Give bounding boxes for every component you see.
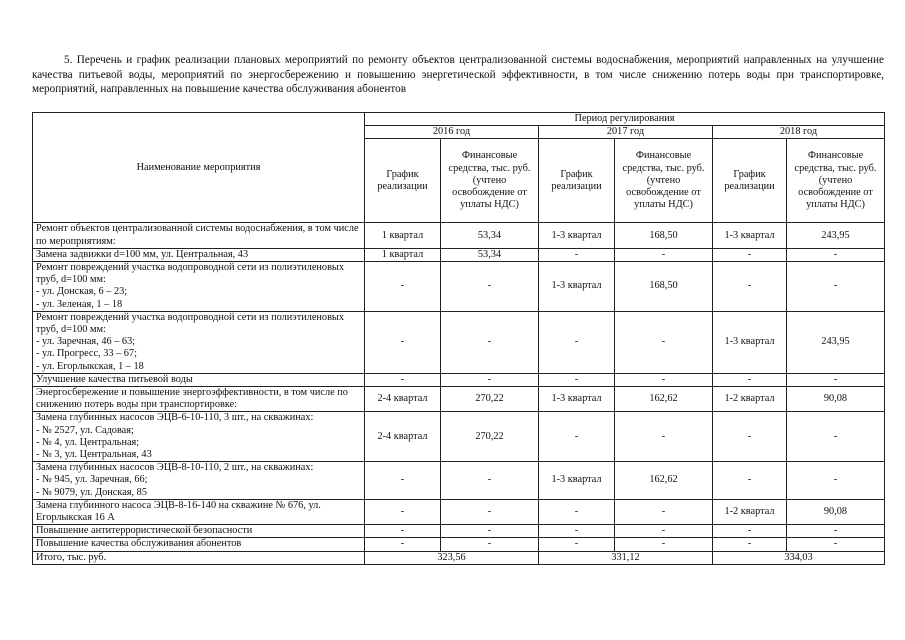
finance-cell: 243,95 (787, 311, 885, 373)
finance-cell: 90,08 (787, 499, 885, 524)
row-name-text: Повышение антитеррористической безопасности (36, 525, 253, 537)
schedule-cell: 1-3 квартал (539, 223, 615, 248)
finance-cell: - (441, 499, 539, 524)
header-schedule: График реализации (539, 139, 615, 223)
header-year-2018: 2018 год (713, 126, 885, 139)
schedule-cell: 1-3 квартал (713, 223, 787, 248)
row-name-text: Ремонт объектов централизованной системы водоснабжения, в том числе по мероприятиям: (36, 223, 359, 247)
finance-cell: - (441, 373, 539, 386)
schedule-cell: - (365, 538, 441, 551)
schedule-cell: - (365, 373, 441, 386)
schedule-cell: - (365, 262, 441, 312)
row-name-text: Замена глубинного насоса ЭЦВ-8-16-140 на скважине № 676, ул. Егорлыкская 16 А (36, 499, 321, 524)
row-name-text: Ремонт повреждений участка водопроводной сети из полиэтиленовых труб, d=100 мм: - ул. Донская, 6 – 23; - ул. Зеленая, 1 – 18 (36, 262, 345, 310)
row-name-text: Ремонт повреждений участка водопроводной сети из полиэтиленовых труб, d=100 мм: - ул. Заречная, 46 – 63; - ул. Прогресс, 33 – 67; - ул. Егорлыкская, 1 – 18 (36, 311, 345, 372)
finance-cell: - (787, 262, 885, 312)
schedule-cell: 1-3 квартал (539, 262, 615, 312)
finance-cell: - (787, 525, 885, 538)
finance-cell: - (615, 412, 713, 462)
schedule-cell: 1-3 квартал (713, 311, 787, 373)
finance-cell: - (787, 248, 885, 261)
finance-cell: - (615, 538, 713, 551)
header-schedule: График реализации (713, 139, 787, 223)
header-period: Период регулирования (365, 113, 885, 126)
schedule-cell: - (713, 462, 787, 500)
schedule-cell: 2-4 квартал (365, 412, 441, 462)
row-name-cell (33, 499, 365, 524)
finance-cell: - (615, 248, 713, 261)
row-name-text: Замена задвижки d=100 мм, ул. Центральная, 43 (36, 248, 249, 260)
table-row (33, 412, 885, 462)
measures-table (32, 112, 885, 565)
schedule-cell: 1-3 квартал (539, 387, 615, 412)
schedule-cell: - (713, 262, 787, 312)
header-year-2016: 2016 год (365, 126, 539, 139)
table-row (33, 462, 885, 500)
table-row (33, 538, 885, 551)
header-year-2017: 2017 год (539, 126, 713, 139)
schedule-cell: 1-2 квартал (713, 387, 787, 412)
schedule-cell: - (365, 462, 441, 500)
finance-cell: - (441, 525, 539, 538)
finance-cell: - (615, 499, 713, 524)
schedule-cell: - (539, 538, 615, 551)
row-name-text: Повышение качества обслуживания абонентов (36, 538, 242, 550)
finance-cell: 168,50 (615, 223, 713, 248)
schedule-cell: - (539, 248, 615, 261)
row-name-cell (33, 262, 365, 312)
header-finance: Финансовые средства, тыс. руб. (учтено освобождение от уплаты НДС) (441, 139, 539, 223)
finance-cell: 270,22 (441, 387, 539, 412)
table-row (33, 387, 885, 412)
finance-cell: - (441, 462, 539, 500)
finance-cell: 270,22 (441, 412, 539, 462)
row-name-text: Энергосбережение и повышение энергоэффективности, в том числе по снижению потерь воды при транспортировке: (36, 387, 348, 411)
section-intro-text: 5. Перечень и график реализации плановых мероприятий по ремонту объектов централизованной системы водоснабжения, мероприятий направленных на улучшение качества питьевой воды, мероприятий по энергосбережению и повышению энергетической эффективности, в том числе снижению потерь воды при транспортировке, мероприятий, направленных на повышение качества обслуживания абонентов (32, 54, 884, 95)
finance-cell: 53,34 (441, 248, 539, 261)
finance-cell: 243,95 (787, 223, 885, 248)
finance-cell: - (787, 462, 885, 500)
total-value: 331,12 (539, 551, 713, 564)
finance-cell: 53,34 (441, 223, 539, 248)
schedule-cell: 1-2 квартал (713, 499, 787, 524)
finance-cell: - (441, 538, 539, 551)
row-name-cell (33, 412, 365, 462)
table-row (33, 248, 885, 261)
row-name-cell (33, 538, 365, 551)
row-name-text: Замена глубинных насосов ЭЦВ-8-10-110, 2 шт., на скважинах: - № 945, ул. Заречная, 66; - № 9079, ул. Донская, 85 (36, 462, 314, 498)
total-value: 334,03 (713, 551, 885, 564)
finance-cell: - (441, 311, 539, 373)
schedule-cell: - (539, 373, 615, 386)
row-name-text: Замена глубинных насосов ЭЦВ-6-10-110, 3 шт., на скважинах: - № 2527, ул. Садовая; - № 4, ул. Центральная; - № 3, ул. Центральная, 43 (36, 412, 314, 461)
row-name-cell (33, 248, 365, 261)
total-value: 323,56 (365, 551, 539, 564)
schedule-cell: - (365, 311, 441, 373)
schedule-cell: - (713, 412, 787, 462)
schedule-cell: - (713, 248, 787, 261)
schedule-cell: - (365, 525, 441, 538)
schedule-cell: - (539, 525, 615, 538)
row-name-cell (33, 223, 365, 248)
header-name-cell: Наименование мероприятия (33, 113, 365, 223)
finance-cell: - (787, 412, 885, 462)
table-row (33, 525, 885, 538)
finance-cell: 162,62 (615, 462, 713, 500)
finance-cell: 168,50 (615, 262, 713, 312)
header-finance: Финансовые средства, тыс. руб. (учтено освобождение от уплаты НДС) (615, 139, 713, 223)
schedule-cell: 1 квартал (365, 248, 441, 261)
schedule-cell: 2-4 квартал (365, 387, 441, 412)
header-finance: Финансовые средства, тыс. руб. (учтено освобождение от уплаты НДС) (787, 139, 885, 223)
schedule-cell: - (713, 373, 787, 386)
finance-cell: 90,08 (787, 387, 885, 412)
table-row (33, 223, 885, 248)
row-name-cell (33, 373, 365, 386)
row-name-text: Улучшение качества питьевой воды (36, 373, 193, 385)
table-row (33, 373, 885, 386)
header-schedule: График реализации (365, 139, 441, 223)
finance-cell: 162,62 (615, 387, 713, 412)
row-name-cell (33, 311, 365, 373)
schedule-cell: - (539, 311, 615, 373)
schedule-cell: - (539, 499, 615, 524)
table-row (33, 311, 885, 373)
schedule-cell: - (713, 538, 787, 551)
row-name-cell (33, 387, 365, 412)
total-label: Итого, тыс. руб. (33, 551, 365, 564)
finance-cell: - (787, 538, 885, 551)
schedule-cell: 1 квартал (365, 223, 441, 248)
finance-cell: - (615, 311, 713, 373)
schedule-cell: 1-3 квартал (539, 462, 615, 500)
finance-cell: - (615, 525, 713, 538)
total-row (33, 551, 885, 564)
row-name-cell (33, 525, 365, 538)
table-row (33, 499, 885, 524)
row-name-cell (33, 462, 365, 500)
finance-cell: - (441, 262, 539, 312)
schedule-cell: - (713, 525, 787, 538)
schedule-cell: - (539, 412, 615, 462)
table-row (33, 262, 885, 312)
finance-cell: - (615, 373, 713, 386)
finance-cell: - (787, 373, 885, 386)
schedule-cell: - (365, 499, 441, 524)
